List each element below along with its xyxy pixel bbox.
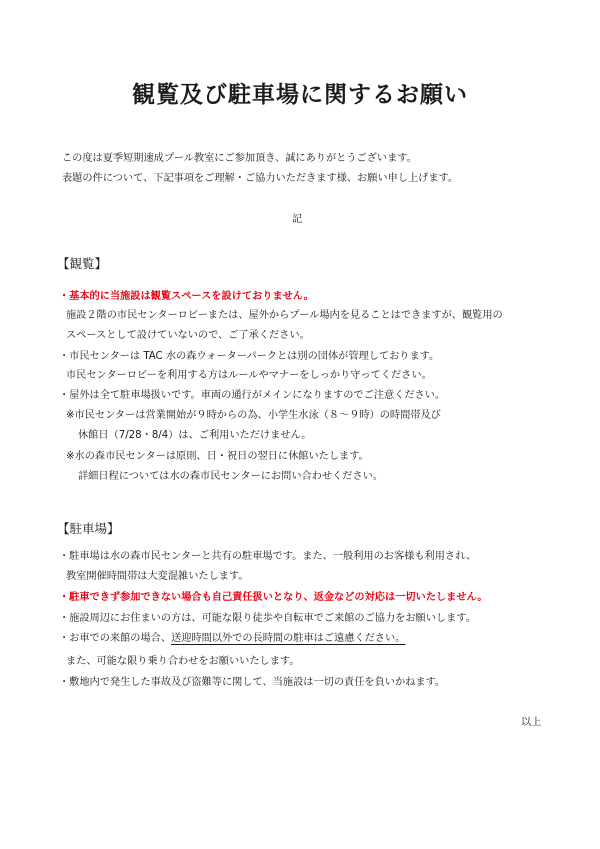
- viewing-item-detail-2: スペースとして設けていないので、ご了承ください。: [66, 330, 310, 341]
- parking-item-shared: ・駐車場は水の森市民センターと共有の駐車場です。また、一般利用のお客様も利用され、: [59, 551, 477, 562]
- parking-item-liability: ・敷地内で発生した事故及び盗難等に関して、当施設は一切の責任を負いかねます。: [59, 677, 446, 688]
- parking-item-walk: ・施設周辺にお住まいの方は、可能な限り徒歩や自転車でご来館のご協力をお願いします。: [59, 613, 476, 624]
- parking-item-no-refund: ・駐車できず参加できない場合も自己責任扱いとなり、返金などの対応は一切いたしません。: [59, 592, 488, 603]
- viewing-note-closed-days: 休館日（7/28・8/4）は、ご利用いただけません。: [78, 430, 312, 441]
- parking-item-crowded: 教室開催時間帯は大変混雑いたします。: [66, 571, 249, 582]
- closing-ijo: 以上: [521, 717, 542, 728]
- page-title: 観覧及び駐車場に関するお願い: [132, 82, 468, 108]
- parking-item-carpool: また、可能な限り乗り合わせをお願いいたします。: [66, 656, 300, 667]
- parking-heading: 【駐車場】: [57, 521, 120, 536]
- viewing-note-hours: ※市民センターは営業開始が９時からの為、小学生水泳（８～９時）の時間帯及び: [66, 410, 441, 421]
- viewing-item-detail-1: 施設２階の市民センターロビーまたは、屋外からプール場内を見ることはできますが、観覧用の: [66, 310, 503, 321]
- intro-line-1: この度は夏季短期速成プール教室にご参加頂き、誠にありがとうございます。: [62, 153, 417, 164]
- viewing-item-no-space: ・基本的に当施設は観覧スペースを設けておりません。: [59, 291, 314, 302]
- intro-line-2: 表題の件について、下記事項をご理解・ご協力いただきます様、お願い申し上げます。: [62, 173, 459, 184]
- parking-item-car: [59, 632, 405, 646]
- viewing-heading: 【観覧】: [57, 256, 108, 271]
- viewing-item-center-rules: 市民センターロビーを利用する方はルールやマナーをしっかり守ってください。: [66, 370, 432, 381]
- ki-marker: 記: [292, 214, 303, 225]
- viewing-item-outdoor: ・屋外は全て駐車場扱いです。車両の通行がメインになりますのでご注意ください。: [59, 390, 446, 401]
- parking-item-car-prefix: ・お車での来館の場合、: [59, 633, 172, 644]
- viewing-note-inquiry: 詳細日程については水の森市民センターにお問い合わせください。: [78, 471, 384, 482]
- viewing-note-holiday: ※水の森市民センターは原則、日・祝日の翌日に休館いたします。: [66, 451, 369, 462]
- viewing-item-center: ・市民センターは TAC 水の森ウォーターパークとは別の団体が管理しております。: [59, 351, 440, 362]
- parking-item-car-underlined: 送迎時間以外での長時間の駐車はご遠慮ください。: [171, 633, 406, 644]
